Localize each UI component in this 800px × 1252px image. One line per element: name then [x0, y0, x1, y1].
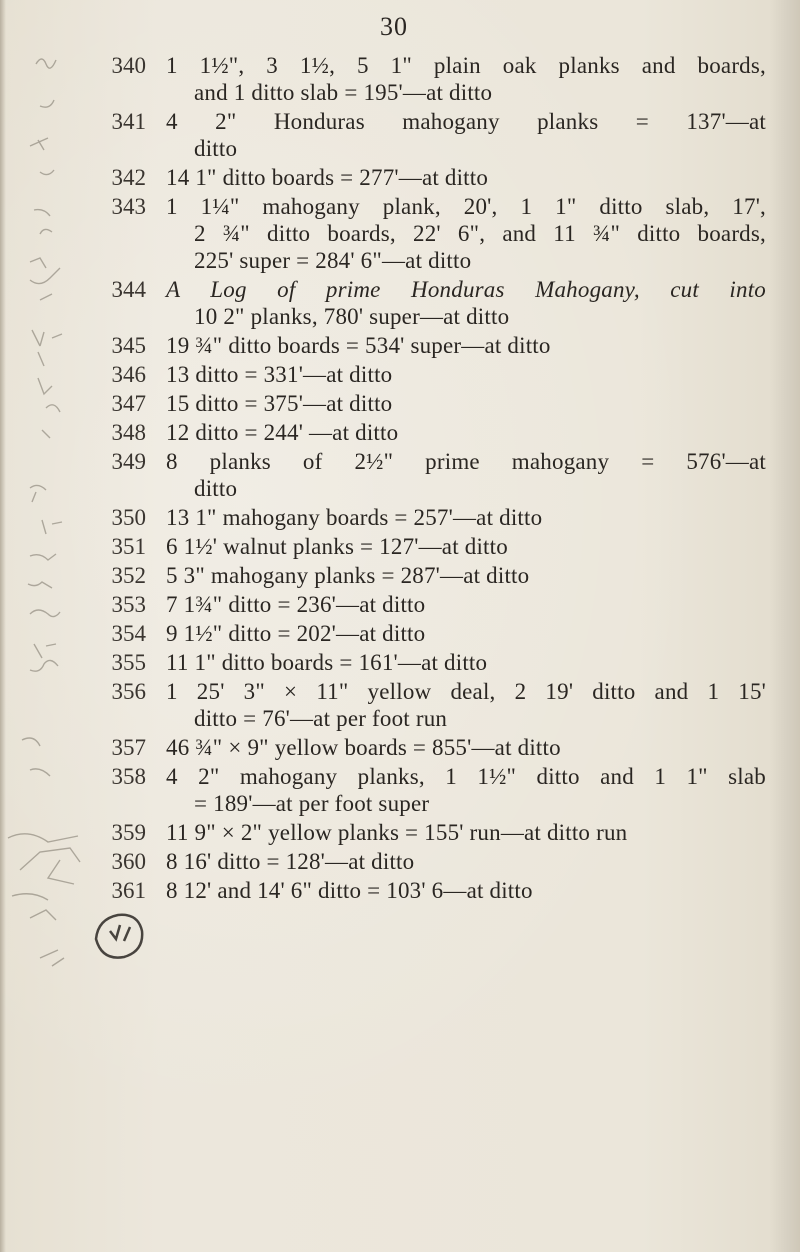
lot-number: 345 [111, 333, 146, 358]
lot-description [166, 848, 766, 875]
lot-description [166, 620, 766, 647]
lot-number: 341 [111, 109, 146, 134]
lot-number: 360 [111, 849, 146, 874]
lot-entry [0, 390, 770, 417]
lot-description [166, 276, 766, 330]
lot-line: 225' super = 284' 6"—at ditto [194, 248, 472, 273]
lot-entry [0, 52, 770, 106]
lot-line: 4 2" Honduras mahogany planks = 137'—at [166, 109, 766, 134]
lot-number: 359 [111, 820, 146, 845]
lot-number: 348 [111, 420, 146, 445]
lot-entry [0, 164, 770, 191]
lot-line: 5 3" mahogany planks = 287'—at ditto [166, 563, 530, 588]
lot-number: 347 [111, 391, 146, 416]
lot-line: ditto = 76'—at per foot run [194, 706, 448, 731]
lot-number: 346 [111, 362, 146, 387]
lot-entry [0, 562, 770, 589]
lot-entry [0, 591, 770, 618]
ink-stamp-mark [90, 905, 150, 965]
lot-line: 14 1" ditto boards = 277'—at ditto [166, 165, 489, 190]
lot-line: 8 12' and 14' 6" ditto = 103' 6—at ditto [166, 878, 533, 903]
lot-description [166, 164, 766, 191]
lot-line: 11 9" × 2" yellow planks = 155' run—at ditto run [166, 820, 628, 845]
lot-line: 11 1" ditto boards = 161'—at ditto [166, 650, 488, 675]
lot-line: 10 2" planks, 780' super—at ditto [194, 304, 510, 329]
lot-number: 354 [111, 621, 146, 646]
lot-entry [0, 819, 770, 846]
lot-number: 356 [111, 679, 146, 704]
lot-list [0, 52, 770, 906]
lot-description [166, 448, 766, 502]
lot-entry [0, 620, 770, 647]
lot-line: 8 planks of 2½" prime mahogany = 576'—at [166, 449, 766, 474]
lot-entry [0, 504, 770, 531]
lot-number: 349 [111, 449, 146, 474]
lot-line: ditto [194, 136, 238, 161]
page-number: 30 [380, 12, 408, 41]
lot-line: 1 1½", 3 1½, 5 1" plain oak planks and boards, [166, 53, 766, 78]
lot-description [166, 734, 766, 761]
lot-number: 344 [111, 277, 146, 302]
lot-line: 8 16' ditto = 128'—at ditto [166, 849, 415, 874]
lot-line: 13 ditto = 331'—at ditto [166, 362, 393, 387]
lot-entry [0, 361, 770, 388]
lot-line: 7 1¾" ditto = 236'—at ditto [166, 592, 426, 617]
lot-line: 19 ¾" ditto boards = 534' super—at ditto [166, 333, 551, 358]
lot-number: 361 [111, 878, 146, 903]
lot-number: 352 [111, 563, 146, 588]
lot-description [166, 562, 766, 589]
lot-description [166, 361, 766, 388]
lot-entry [0, 848, 770, 875]
lot-number: 357 [111, 735, 146, 760]
lot-number: 353 [111, 592, 146, 617]
lot-entry [0, 108, 770, 162]
lot-entry [0, 734, 770, 761]
lot-description [166, 678, 766, 732]
lot-number: 342 [111, 165, 146, 190]
lot-entry [0, 419, 770, 446]
lot-description [166, 763, 766, 817]
lot-description [166, 419, 766, 446]
lot-description [166, 193, 766, 274]
lot-entry [0, 276, 770, 330]
lot-line: 9 1½" ditto = 202'—at ditto [166, 621, 426, 646]
lot-number: 343 [111, 194, 146, 219]
lot-line: and 1 ditto slab = 195'—at ditto [194, 80, 493, 105]
lot-description [166, 533, 766, 560]
lot-entry [0, 877, 770, 904]
lot-line: ditto [194, 476, 238, 501]
lot-entry [0, 763, 770, 817]
lot-number: 351 [111, 534, 146, 559]
lot-line: 13 1" mahogany boards = 257'—at ditto [166, 505, 543, 530]
lot-entry [0, 448, 770, 502]
lot-entry [0, 193, 770, 274]
lot-description [166, 52, 766, 106]
lot-line: = 189'—at per foot super [194, 791, 430, 816]
lot-description [166, 108, 766, 162]
lot-description [166, 591, 766, 618]
lot-number: 358 [111, 764, 146, 789]
lot-description [166, 504, 766, 531]
lot-description [166, 877, 766, 904]
lot-line: 1 1¼" mahogany plank, 20', 1 1" ditto slab, 17', [166, 194, 766, 219]
lot-line: 4 2" mahogany planks, 1 1½" ditto and 1 1" slab [166, 764, 766, 789]
lot-description [166, 649, 766, 676]
lot-line: 1 25' 3" × 11" yellow deal, 2 19' ditto and 1 15' [166, 679, 766, 704]
lot-entry [0, 533, 770, 560]
lot-entry [0, 678, 770, 732]
lot-line: 2 ¾" ditto boards, 22' 6", and 11 ¾" ditto boards, [194, 221, 766, 246]
page-right-edge [770, 0, 800, 1252]
lot-entry [0, 649, 770, 676]
lot-number: 355 [111, 650, 146, 675]
lot-line: A Log of prime Honduras Mahogany, cut into [166, 277, 766, 302]
lot-line: 46 ¾" × 9" yellow boards = 855'—at ditto [166, 735, 561, 760]
lot-line: 12 ditto = 244' —at ditto [166, 420, 399, 445]
lot-description [166, 332, 766, 359]
lot-number: 340 [111, 53, 146, 78]
lot-line: 15 ditto = 375'—at ditto [166, 391, 393, 416]
lot-description [166, 819, 766, 846]
lot-description [166, 390, 766, 417]
lot-line: 6 1½' walnut planks = 127'—at ditto [166, 534, 508, 559]
lot-number: 350 [111, 505, 146, 530]
lot-entry [0, 332, 770, 359]
